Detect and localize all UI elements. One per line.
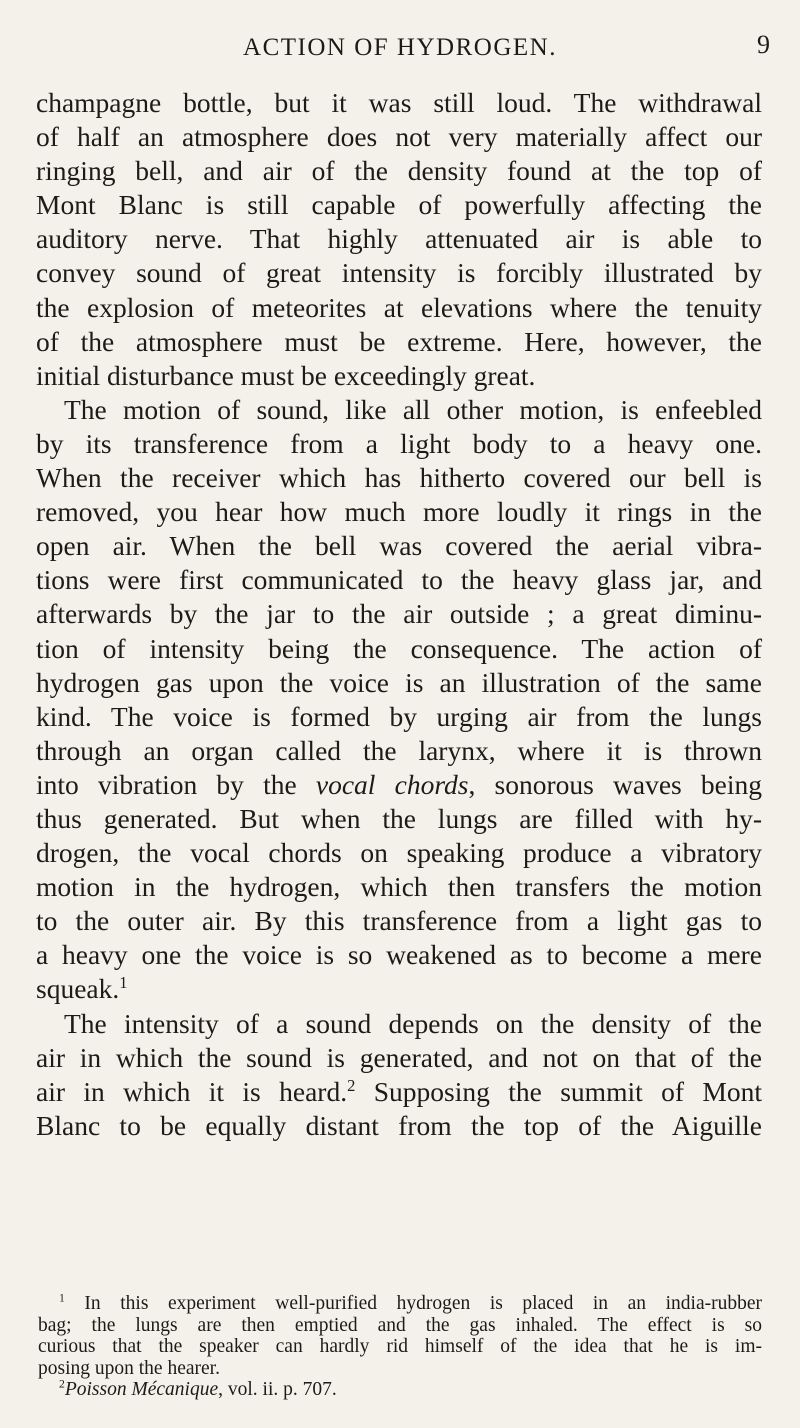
footnote-marker: 2 [59,1377,65,1391]
footnote-line: bag; the lungs are then emptied and the gas inhaled. The effect is so [38,1314,762,1336]
footnote-text: , vol. ii. p. 707. [218,1379,337,1400]
text-line: kind. The voice is formed by urging air from the lungs [36,700,762,732]
text-line: air in which the sound is generated, and not on that of the [36,1041,762,1073]
italic-term: vocal chords [315,768,469,800]
footnote-line [38,1379,762,1401]
footnote-line: curious that the speaker can hardly rid himself of the idea that he is im- [38,1336,762,1357]
text-line: Blanc to be equally distant from the top of the Aiguille [36,1109,762,1141]
text-line: The intensity of a sound depends on the density of the [64,1007,762,1039]
text-line [36,972,762,1006]
text-segment: into vibration by the [36,768,297,800]
running-title: ACTION OF HYDROGEN. [243,34,557,61]
body-text [36,86,762,1143]
footnotes [38,1293,762,1401]
text-line: the explosion of meteorites at elevations where the tenuity [36,291,762,323]
text-line: a heavy one the voice is so weakened as to become a mere [36,939,762,971]
text-line: of the atmosphere must be extreme. Here, however, the [36,325,762,357]
text-line: by its transference from a light body to a heavy one. [36,427,762,459]
footnote-ref: 1 [119,973,128,993]
text-line: tions were first communicated to the heavy glass jar, and [36,564,762,596]
page-number: 9 [757,30,770,59]
text-line: When the receiver which has hitherto covered our bell is [36,462,762,494]
text-line: tion of intensity being the consequence. The action of [36,632,762,664]
footnote-ref: 2 [347,1075,356,1095]
text-line: hydrogen gas upon the voice is an illustration of the same [36,666,762,698]
footnote-line [38,1293,762,1315]
text-line: ringing bell, and air of the density found at the top of [36,155,762,187]
text-segment: Supposing the summit of Mont [355,1075,763,1107]
text-segment: squeak. [36,973,120,1005]
footnote-marker: 1 [59,1291,65,1305]
footnote-text: In this experiment well-purified hydrogen is placed in an india-rubber [64,1293,762,1314]
text-line: thus generated. But when the lungs are filled with hy- [36,802,762,834]
text-line: removed, you hear how much more loudly it rings in the [36,496,762,528]
text-line: to the outer air. By this transference from a light gas to [36,905,762,937]
text-line: through an organ called the larynx, where it is thrown [36,734,762,766]
footnote-line: posing upon the hearer. [38,1357,220,1379]
text-line: champagne bottle, but it was still loud. The withdrawal [36,87,762,118]
text-line: Mont Blanc is still capable of powerfully affecting the [36,189,762,221]
text-line: initial disturbance must be exceedingly great. [36,359,536,391]
footnote-author: Poisson [64,1379,127,1400]
text-segment: air in which it is heard. [36,1075,348,1107]
text-line: auditory nerve. That highly attenuated air is able to [36,223,762,255]
text-line [36,768,762,802]
text-line: convey sound of great intensity is forcibly illustrated by [36,257,762,289]
text-line: afterwards by the jar to the air outside ; a great diminu- [36,598,762,630]
text-line [36,1075,762,1109]
text-line: open air. When the bell was covered the aerial vibra- [36,530,762,562]
text-segment: , sonorous waves being [468,768,763,800]
running-head [0,28,800,68]
text-line: of half an atmosphere does not very materially affect our [36,121,762,153]
text-line: drogen, the vocal chords on speaking produce a vibratory [36,837,762,869]
text-line: The motion of sound, like all other motion, is enfeebled [64,393,762,425]
text-line: motion in the hydrogen, which then transfers the motion [36,871,762,903]
footnote-work: Mécanique [126,1379,219,1400]
